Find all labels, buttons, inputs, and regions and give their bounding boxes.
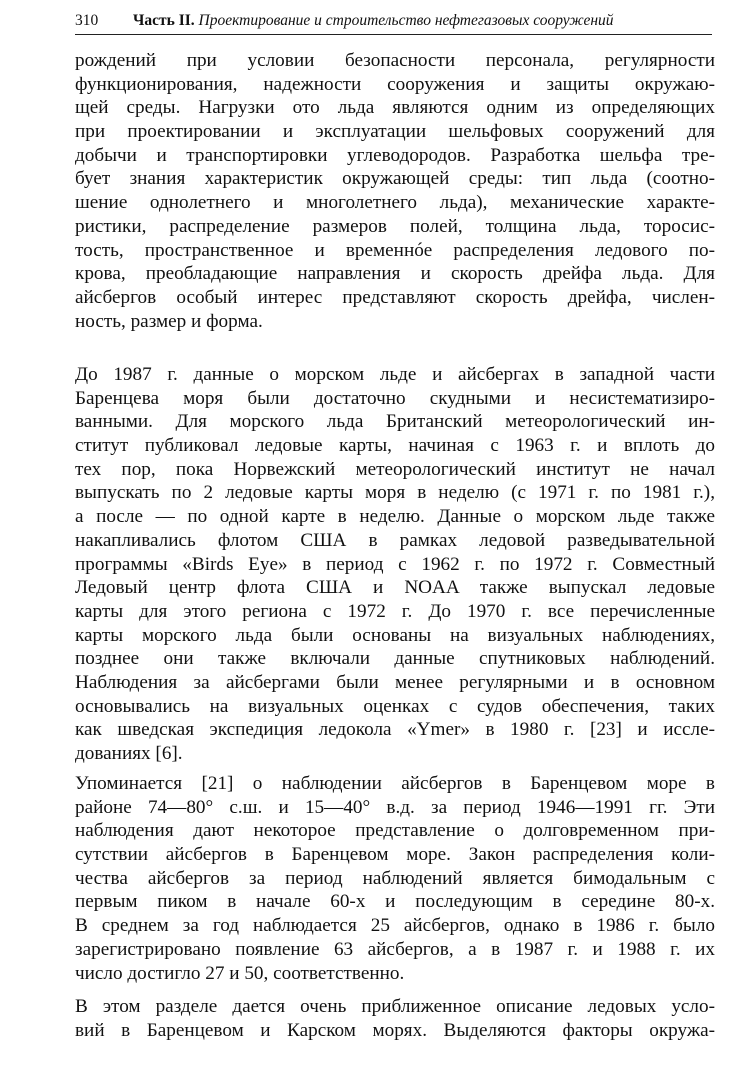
text-line: айсбергов особый интерес представляют скорость дрейфа, числен-: [75, 286, 715, 308]
text-line: В этом разделе дается очень приближенное описание ледовых усло-: [75, 996, 715, 1017]
text-line: число достигло 27 и 50, соответственно.: [75, 962, 405, 984]
paragraph: [75, 995, 715, 1042]
page-number: 310: [75, 12, 99, 29]
text-line: ность, размер и форма.: [75, 310, 263, 332]
text-line: карты морского льда были основаны на визуальных наблюдениях,: [75, 624, 715, 646]
text-line: районе 74—80° с.ш. и 15—40° в.д. за период 1946—1991 гг. Эти: [75, 796, 715, 818]
text-line: при проектировании и эксплуатации шельфовых сооружений для: [75, 121, 715, 143]
text-line: вий в Баренцевом и Карском морях. Выделяются факторы окружа-: [75, 1019, 715, 1041]
text-line: бует знания характеристик окружающей среды: тип льда (соотно-: [75, 168, 715, 190]
text-line: сутствии айсбергов в Баренцевом море. Закон распределения коли-: [75, 844, 715, 866]
text-line: ристики, распределение размеров полей, толщина льда, торосис-: [75, 215, 715, 237]
text-line: а после — по одной карте в неделю. Данные о морском льде также: [75, 506, 715, 528]
text-line: чества айсбергов за период наблюдений является бимодальным с: [75, 867, 715, 889]
paragraph: [75, 363, 715, 766]
text-line: дованиях [6].: [75, 743, 183, 764]
text-line: шение однолетнего и многолетнего льда), механические характе-: [75, 192, 715, 214]
text-line: крова, преобладающие направления и скорость дрейфа льда. Для: [75, 263, 715, 285]
paragraph: [75, 49, 715, 333]
text-line: первым пиком в начале 60-х и последующим в середине 80-х.: [75, 891, 715, 913]
running-header: [75, 8, 712, 35]
text-line: основывались на визуальных оценках с судов обеспечения, таких: [75, 695, 715, 717]
text-line: карты для этого региона с 1972 г. До 1970 г. все перечисленные: [75, 600, 715, 622]
text-line: рождений при условии безопасности персонала, регулярности: [75, 50, 715, 71]
text-line: накапливались флотом США в рамках ледовой разведывательной: [75, 529, 715, 551]
text-line: Наблюдения за айсбергами были менее регулярными и в основном: [75, 671, 715, 693]
text-line: как шведская экспедиция ледокола «Ymer» в 1980 г. [23] и иссле-: [75, 719, 715, 741]
text-line: ванными. Для морского льда Британский метеорологический ин-: [75, 411, 715, 433]
text-line: Баренцева моря были достаточно скудными и несистематизиро-: [75, 387, 715, 409]
text-line: тость, пространственное и временнóе распределения ледового по-: [75, 239, 715, 261]
text-line: наблюдения дают некоторое представление о долговременном при-: [75, 820, 715, 842]
text-line: программы «Birds Eye» в период с 1962 г. по 1972 г. Совместный: [75, 553, 715, 575]
text-line: До 1987 г. данные о морском льде и айсбергах в западной части: [75, 364, 715, 385]
part-label: Часть II.: [133, 12, 195, 29]
text-line: В среднем за год наблюдается 25 айсбергов, однако в 1986 г. было: [75, 915, 715, 937]
text-line: выпускать по 2 ледовые карты моря в неделю (с 1971 г. по 1981 г.),: [75, 482, 715, 504]
text-line: функционирования, надежности сооружения и защиты окружаю-: [75, 73, 715, 95]
running-title: Проектирование и строительство нефтегазовых сооружений: [198, 12, 614, 29]
text-line: Ледовый центр флота США и NOAA также выпускал ледовые: [75, 577, 715, 599]
text-line: ститут публиковал ледовые карты, начиная с 1963 г. и вплоть до: [75, 435, 715, 457]
paragraph: [75, 772, 715, 985]
text-line: зарегистрировано появление 63 айсбергов, а в 1987 г. и 1988 г. их: [75, 938, 715, 960]
text-line: Упоминается [21] о наблюдении айсбергов в Баренцевом море в: [75, 773, 715, 794]
text-line: щей среды. Нагрузки ото льда являются одним из определяющих: [75, 97, 715, 119]
text-line: позднее они также включали данные спутниковых наблюдений.: [75, 648, 715, 670]
text-line: добычи и транспортировки углеводородов. Разработка шельфа тре-: [75, 144, 715, 166]
text-line: тех пор, пока Норвежский метеорологический институт не начал: [75, 458, 715, 480]
